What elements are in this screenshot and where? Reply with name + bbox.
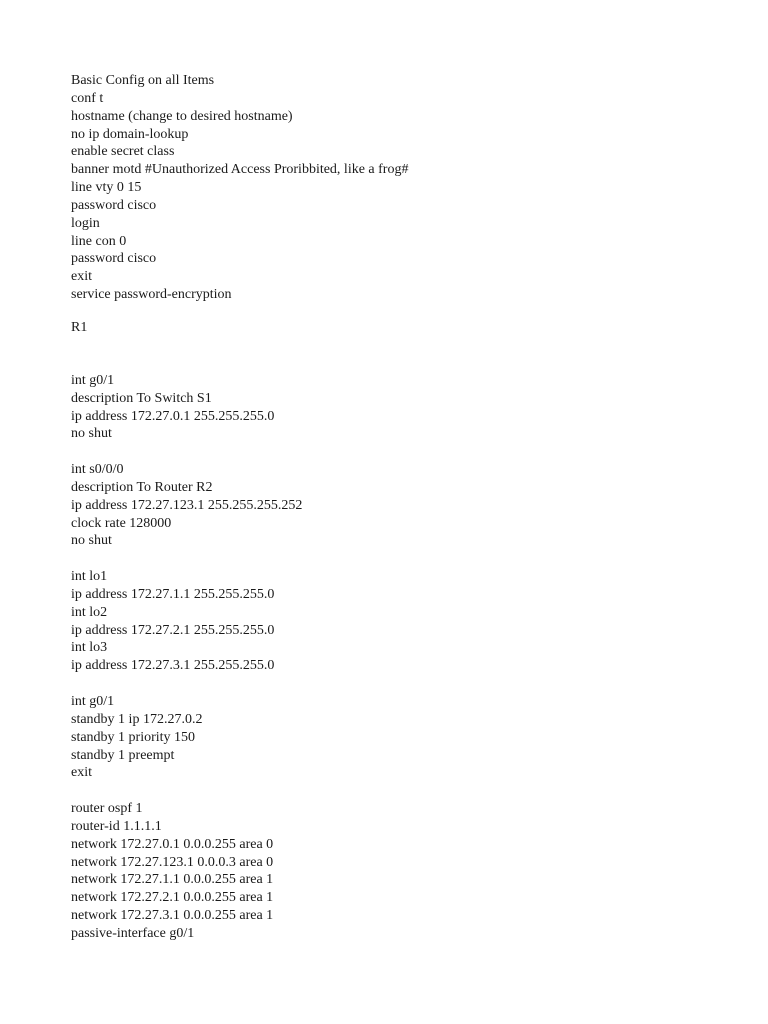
config-line: hostname (change to desired hostname) — [71, 108, 293, 124]
g0-1-block — [71, 372, 731, 443]
config-line: router-id 1.1.1.1 — [71, 818, 162, 834]
config-line: no shut — [71, 533, 112, 549]
ospf-block — [71, 800, 731, 943]
config-line: ip address 172.27.1.1 255.255.255.0 — [71, 586, 275, 602]
config-line: int lo1 — [71, 569, 108, 585]
config-line: no shut — [71, 426, 112, 442]
config-line: network 172.27.1.1 0.0.0.255 area 1 — [71, 872, 274, 888]
config-line: line con 0 — [71, 233, 127, 249]
router-heading: R1 — [71, 319, 88, 335]
config-line: description To Switch S1 — [71, 390, 212, 406]
config-line: standby 1 ip 172.27.0.2 — [71, 711, 203, 727]
config-line: int lo2 — [71, 604, 108, 620]
config-line: service password-encryption — [71, 287, 232, 303]
config-line: passive-interface g0/1 — [71, 925, 195, 941]
config-line: network 172.27.2.1 0.0.0.255 area 1 — [71, 890, 274, 906]
config-line: enable secret class — [71, 144, 175, 160]
basic-config-title: Basic Config on all Items — [71, 73, 215, 88]
config-line: no ip domain-lookup — [71, 126, 189, 142]
basic-config-block — [71, 72, 731, 304]
spacer — [71, 337, 731, 372]
config-line: conf t — [71, 90, 104, 106]
config-line: description To Router R2 — [71, 479, 213, 495]
config-line: int s0/0/0 — [71, 462, 124, 478]
config-line: network 172.27.0.1 0.0.0.255 area 0 — [71, 836, 274, 852]
config-line: banner motd #Unauthorized Access Proribbited, like a frog# — [71, 162, 409, 178]
config-line: exit — [71, 765, 92, 781]
config-line: ip address 172.27.2.1 255.255.255.0 — [71, 622, 275, 638]
config-line: router ospf 1 — [71, 801, 143, 817]
config-line: clock rate 128000 — [71, 515, 172, 531]
config-line: standby 1 priority 150 — [71, 729, 196, 745]
config-line: int lo3 — [71, 640, 108, 656]
config-line: ip address 172.27.3.1 255.255.255.0 — [71, 658, 275, 674]
hsrp-block — [71, 693, 731, 782]
config-line: ip address 172.27.0.1 255.255.255.0 — [71, 408, 275, 424]
config-line: network 172.27.123.1 0.0.0.3 area 0 — [71, 854, 274, 870]
spacer — [71, 304, 731, 319]
spacer — [71, 443, 731, 461]
config-line: login — [71, 215, 100, 231]
document-page — [71, 72, 731, 943]
config-line: ip address 172.27.123.1 255.255.255.252 — [71, 497, 303, 513]
config-line: int g0/1 — [71, 372, 115, 388]
config-line: line vty 0 15 — [71, 180, 142, 196]
spacer — [71, 782, 731, 800]
config-line: network 172.27.3.1 0.0.0.255 area 1 — [71, 908, 274, 924]
config-line: int g0/1 — [71, 694, 115, 709]
spacer — [71, 675, 731, 693]
loopback-block — [71, 568, 731, 675]
spacer — [71, 550, 731, 568]
s0-0-0-block — [71, 461, 731, 550]
config-line: password cisco — [71, 251, 157, 267]
config-line: standby 1 preempt — [71, 747, 175, 763]
config-line: password cisco — [71, 197, 157, 213]
config-line: exit — [71, 269, 92, 285]
